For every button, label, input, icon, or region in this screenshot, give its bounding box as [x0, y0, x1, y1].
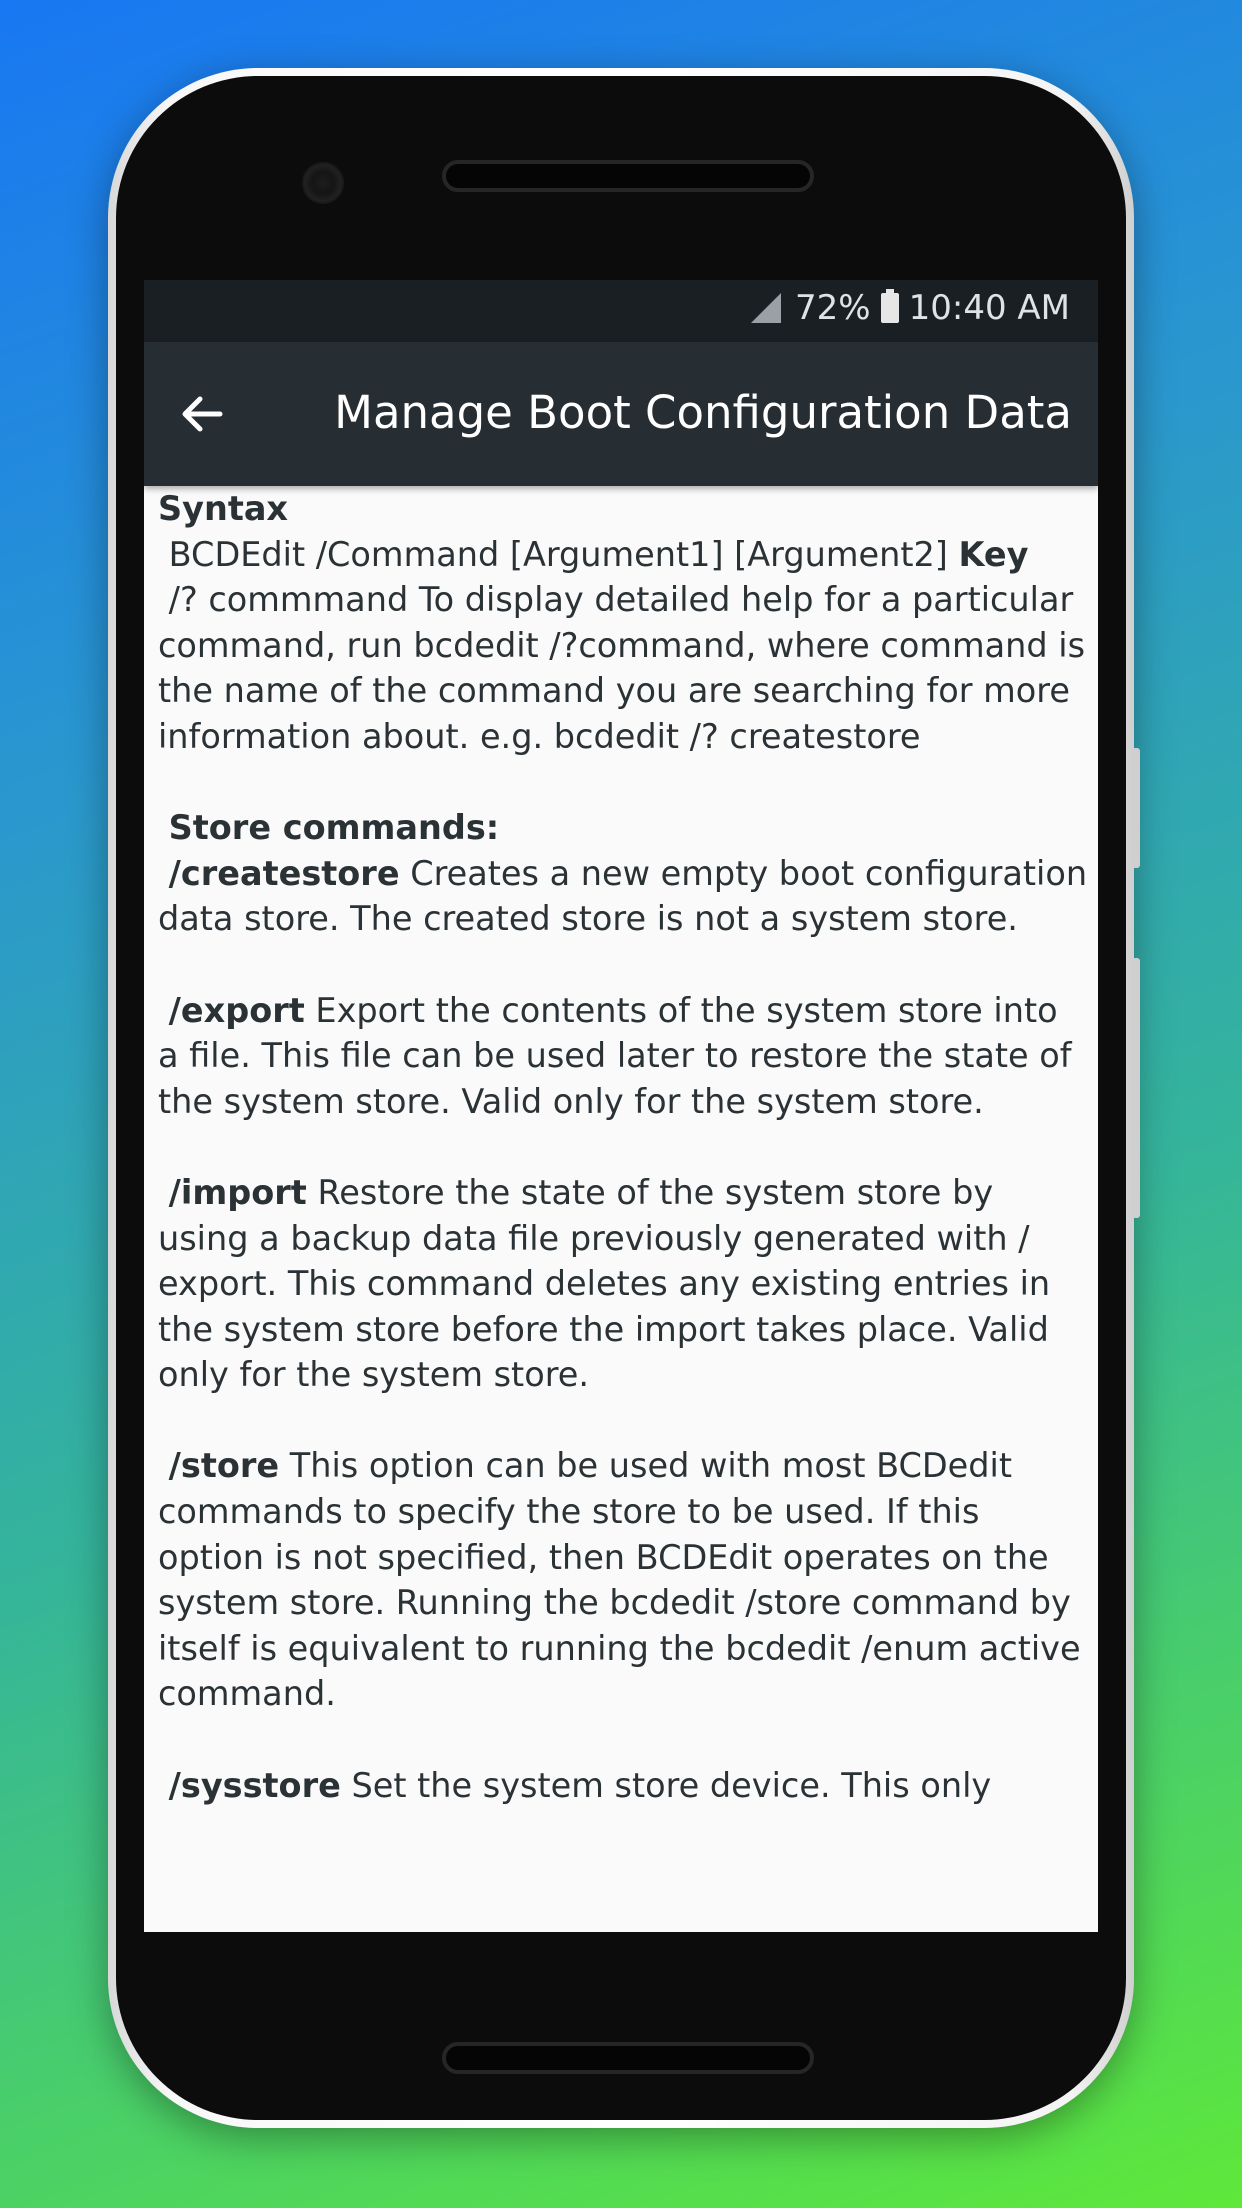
syntax-line: BCDEdit /Command [Argument1] [Argument2] — [168, 534, 948, 574]
front-camera — [302, 162, 344, 204]
app-bar — [144, 342, 1098, 486]
command-description: Set the system store device. This only — [351, 1765, 992, 1805]
battery-icon — [881, 293, 899, 323]
command-item — [158, 988, 1088, 1125]
syntax-section — [158, 486, 1088, 760]
page-title: Manage Boot Configuration Data — [334, 386, 1072, 439]
signal-icon — [751, 293, 781, 323]
store-commands-heading: Store commands: — [168, 808, 500, 848]
command-item — [158, 1763, 1088, 1809]
syntax-heading: Syntax — [158, 489, 289, 528]
command-name: /store — [168, 1446, 280, 1486]
command-item — [158, 1170, 1088, 1398]
battery-percent: 72% — [795, 288, 871, 328]
key-label: Key — [958, 534, 1029, 574]
article-body — [158, 486, 1088, 1808]
command-name: /import — [168, 1172, 307, 1212]
command-name: /export — [168, 990, 305, 1030]
volume-button — [1132, 958, 1140, 1218]
top-speaker — [442, 160, 814, 192]
power-button — [1132, 748, 1140, 868]
back-button[interactable] — [170, 382, 234, 446]
app-screen — [144, 280, 1098, 1932]
command-description: Export the contents of the system store into a file. This file can be used later to restore the state of the system store. Valid only for the system store. — [158, 990, 1072, 1121]
status-bar — [144, 280, 1098, 342]
arrow-left-icon — [170, 382, 234, 446]
command-description: This option can be used with most BCDedit commands to specify the store to be used. If this option is not specified, then BCDEdit operates on the system store. Running the bcdedit /store command by itself is equivalent to running the bcdedit /enum active command. — [158, 1446, 1081, 1714]
store-commands-section — [158, 805, 1088, 942]
clock: 10:40 AM — [908, 288, 1070, 328]
command-description: Creates a new empty boot configuration data store. The created store is not a system store. — [158, 853, 1088, 939]
command-description: Restore the state of the system store by using a backup data file previously generated with / export. This command deletes any existing entries in the system store before the import takes place. Valid only for the system store. — [158, 1172, 1051, 1395]
command-item — [158, 1443, 1088, 1717]
help-text: /? commmand To display detailed help for a particular command, run bcdedit /?command, where command is the name of the command you are searching for more information about. e.g. bcdedit /? createstore — [158, 580, 1086, 756]
command-name: /sysstore — [168, 1765, 341, 1805]
bottom-speaker — [442, 2042, 814, 2074]
command-name: /createstore — [168, 853, 400, 893]
